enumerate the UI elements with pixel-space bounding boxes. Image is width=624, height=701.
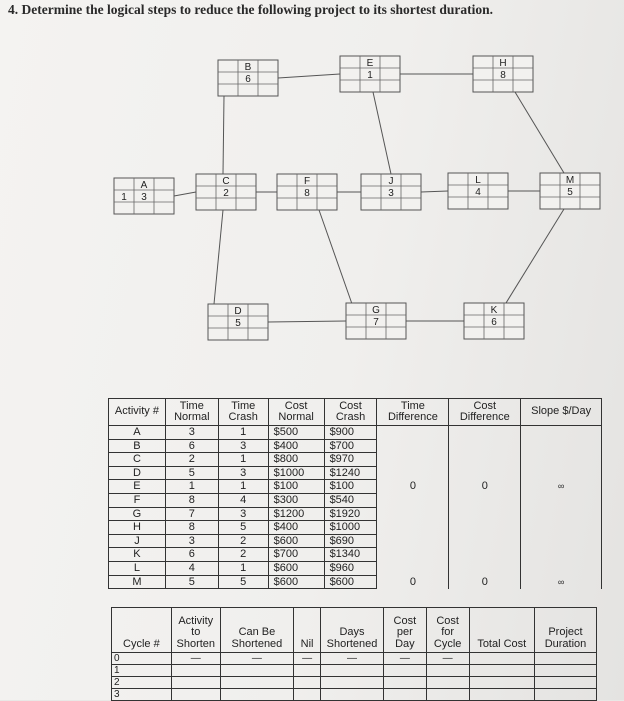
activity-cell: 1: [218, 561, 268, 575]
activity-cell: [449, 521, 521, 535]
activity-cell: $700: [268, 548, 324, 562]
cycle-header-cell: Cost per Day: [383, 608, 426, 653]
cycle-header-cell: Total Cost: [469, 608, 534, 653]
activity-cell: [449, 548, 521, 562]
node-label: L: [475, 175, 481, 186]
node-label: C: [222, 176, 230, 187]
node-D: [208, 304, 268, 340]
activity-cell: [377, 521, 449, 535]
activity-cell: [449, 493, 521, 507]
activity-cell: $960: [324, 561, 377, 575]
node-label: F: [303, 176, 311, 187]
cycle-cell: [294, 677, 321, 689]
cycle-cell: [534, 677, 596, 689]
cycle-row: [112, 665, 597, 677]
node-duration: 8: [500, 70, 506, 81]
cycle-header-cell: Activity to Shorten: [171, 608, 220, 653]
activity-cell: E: [109, 480, 166, 494]
activity-cell: $100: [268, 480, 324, 494]
activity-cell: [449, 534, 521, 548]
activity-cell: B: [109, 439, 166, 453]
cycle-cell: [426, 689, 469, 701]
activity-cell: $540: [324, 493, 377, 507]
cycle-row: [112, 689, 597, 701]
node-label: B: [244, 62, 252, 73]
activity-header-cell: Cost Crash: [324, 399, 377, 426]
cycle-cell: —: [220, 653, 293, 665]
cycle-cell: 0: [112, 653, 172, 665]
activity-cell: 3: [218, 466, 268, 480]
activity-cell: 8: [165, 493, 218, 507]
node-duration: 6: [245, 74, 251, 85]
activity-cell: 3: [165, 534, 218, 548]
activity-cell: 1: [165, 480, 218, 494]
activity-cell: [377, 453, 449, 467]
activity-header-cell: Cost Normal: [268, 399, 324, 426]
cycle-header-cell: Days Shortened: [321, 608, 384, 653]
activity-cell: [377, 493, 449, 507]
question-text: 4. Determine the logical steps to reduce the following project to its shortest duration.: [8, 2, 494, 17]
activity-cell: 6: [165, 548, 218, 562]
activity-cell: [521, 426, 602, 440]
activity-cell: $700: [324, 439, 377, 453]
activity-header-cell: Time Normal: [165, 399, 218, 426]
cycle-cell: [294, 665, 321, 677]
activity-header-cell: Time Difference: [377, 399, 449, 426]
activity-cell: [521, 534, 602, 548]
node-label: J: [388, 176, 394, 187]
activity-cell: ∞: [521, 575, 602, 589]
activity-row: [109, 466, 602, 480]
activity-cell: 0: [377, 480, 449, 494]
activity-cell: 1: [218, 480, 268, 494]
cycle-cell: —: [294, 653, 321, 665]
activity-cell: [449, 507, 521, 521]
activity-cell: $1920: [324, 507, 377, 521]
activity-cell: [377, 548, 449, 562]
activity-cell: $100: [324, 480, 377, 494]
activity-cell: [521, 561, 602, 575]
activity-cell: 7: [165, 507, 218, 521]
activity-row: [109, 548, 602, 562]
cycle-cell: —: [383, 653, 426, 665]
activity-cell: 2: [218, 534, 268, 548]
cycle-cell: 3: [112, 689, 172, 701]
activity-row: [109, 575, 602, 589]
node-label: D: [234, 306, 242, 317]
cycle-cell: [171, 665, 220, 677]
node-K: [464, 303, 524, 339]
activity-header-row: [109, 399, 602, 426]
activity-cell: [521, 493, 602, 507]
activity-cell: A: [109, 426, 166, 440]
activity-cell: J: [109, 534, 166, 548]
activity-cell: 1: [218, 426, 268, 440]
activity-cell: $300: [268, 493, 324, 507]
activity-row: [109, 561, 602, 575]
cycle-cell: [383, 665, 426, 677]
activity-cell: 3: [218, 439, 268, 453]
activity-cell: $500: [268, 426, 324, 440]
node-duration: 3: [141, 192, 147, 203]
activity-cell: 0: [377, 575, 449, 589]
activity-cell: $400: [268, 521, 324, 535]
activity-table: [108, 398, 602, 589]
cycle-cell: [383, 677, 426, 689]
node-C: [196, 174, 256, 210]
cycle-cell: [469, 689, 534, 701]
activity-cell: $970: [324, 453, 377, 467]
activity-cell: [449, 466, 521, 480]
node-duration: 5: [567, 187, 573, 198]
cycle-cell: [426, 665, 469, 677]
cycle-cell: [321, 665, 384, 677]
activity-cell: [521, 466, 602, 480]
cycle-cell: [469, 665, 534, 677]
activity-row: [109, 439, 602, 453]
node-duration: 4: [475, 187, 481, 198]
node-duration: 3: [388, 188, 394, 199]
cycle-row: [112, 653, 597, 665]
edge-K-M: [506, 209, 564, 303]
node-F: [277, 174, 337, 210]
node-duration: 5: [235, 318, 241, 329]
activity-header-cell: Activity #: [109, 399, 166, 426]
activity-cell: [449, 426, 521, 440]
node-label: K: [490, 305, 498, 316]
cycle-cell: [321, 689, 384, 701]
cycle-cell: [426, 677, 469, 689]
activity-cell: 3: [165, 426, 218, 440]
cycle-header-cell: Cycle #: [112, 608, 172, 653]
edge-H-M: [515, 92, 564, 173]
activity-cell: [377, 426, 449, 440]
cycle-row: [112, 677, 597, 689]
activity-cell: $600: [324, 575, 377, 589]
node-duration: 7: [373, 317, 379, 328]
activity-cell: [377, 561, 449, 575]
activity-cell: [521, 548, 602, 562]
activity-cell: [449, 561, 521, 575]
cycle-cell: [220, 665, 293, 677]
activity-cell: $600: [268, 534, 324, 548]
node-J: [361, 174, 421, 210]
activity-cell: 8: [165, 521, 218, 535]
node-label: A: [140, 180, 148, 191]
edge-C-B: [223, 96, 224, 174]
cycle-cell: [469, 653, 534, 665]
activity-cell: F: [109, 493, 166, 507]
activity-cell: $1000: [324, 521, 377, 535]
activity-cell: $400: [268, 439, 324, 453]
activity-cell: 5: [165, 466, 218, 480]
node-A: [114, 178, 174, 214]
activity-cell: 5: [165, 575, 218, 589]
cycle-cell: —: [426, 653, 469, 665]
activity-cell: 0: [449, 480, 521, 494]
cycle-cell: [534, 689, 596, 701]
node-M: [540, 173, 600, 209]
cycle-cell: 1: [112, 665, 172, 677]
activity-cell: G: [109, 507, 166, 521]
cycle-cell: [534, 653, 596, 665]
activity-row: [109, 493, 602, 507]
activity-cell: 5: [218, 521, 268, 535]
activity-cell: [449, 453, 521, 467]
activity-cell: C: [109, 453, 166, 467]
activity-header-cell: Slope $/Day: [521, 399, 602, 426]
cycle-table: [111, 607, 597, 701]
cycle-header-cell: Cost for Cycle: [426, 608, 469, 653]
activity-cell: ∞: [521, 480, 602, 494]
activity-cell: M: [109, 575, 166, 589]
activity-cell: [377, 534, 449, 548]
activity-header-cell: Cost Difference: [449, 399, 521, 426]
activity-cell: [377, 439, 449, 453]
node-duration: 8: [304, 188, 310, 199]
activity-row: [109, 426, 602, 440]
node-label: E: [366, 58, 374, 69]
activity-cell: 1: [218, 453, 268, 467]
activity-row: [109, 480, 602, 494]
cycle-header-cell: Nil: [294, 608, 321, 653]
activity-cell: D: [109, 466, 166, 480]
activity-row: [109, 453, 602, 467]
activity-cell: $1240: [324, 466, 377, 480]
edge-D-G: [268, 321, 346, 322]
activity-cell: 6: [165, 439, 218, 453]
node-label: M: [565, 175, 575, 186]
node-L: [448, 173, 508, 209]
node-duration: 6: [491, 317, 497, 328]
cycle-cell: 2: [112, 677, 172, 689]
activity-cell: 4: [165, 561, 218, 575]
edge-J-L: [421, 191, 448, 192]
activity-cell: H: [109, 521, 166, 535]
cycle-header-cell: Can Be Shortened: [220, 608, 293, 653]
node-E: [340, 56, 400, 92]
activity-cell: 2: [218, 548, 268, 562]
activity-cell: 0: [449, 575, 521, 589]
activity-cell: 4: [218, 493, 268, 507]
cycle-cell: —: [171, 653, 220, 665]
activity-cell: [377, 507, 449, 521]
activity-cell: K: [109, 548, 166, 562]
cycle-cell: [171, 677, 220, 689]
activity-cell: L: [109, 561, 166, 575]
activity-cell: [521, 439, 602, 453]
node-label: H: [499, 58, 507, 69]
activity-cell: $690: [324, 534, 377, 548]
edge-B-E: [278, 74, 340, 78]
activity-cell: [521, 507, 602, 521]
cycle-cell: [294, 689, 321, 701]
activity-cell: $1000: [268, 466, 324, 480]
node-duration: 1: [367, 70, 373, 81]
activity-cell: $800: [268, 453, 324, 467]
cycle-header-row: [112, 608, 597, 653]
activity-cell: [521, 453, 602, 467]
cycle-cell: —: [321, 653, 384, 665]
node-early-start: 1: [121, 192, 127, 203]
node-label: G: [372, 305, 380, 316]
activity-cell: [449, 439, 521, 453]
activity-cell: $600: [268, 575, 324, 589]
edge-A-C: [174, 192, 196, 196]
activity-cell: 2: [165, 453, 218, 467]
activity-cell: $1340: [324, 548, 377, 562]
node-G: [346, 303, 406, 339]
node-B: [218, 60, 278, 96]
activity-cell: [521, 521, 602, 535]
activity-cell: 5: [218, 575, 268, 589]
cycle-cell: [321, 677, 384, 689]
cycle-cell: [383, 689, 426, 701]
cycle-cell: [534, 665, 596, 677]
cycle-cell: [220, 677, 293, 689]
node-duration: 2: [223, 188, 229, 199]
cycle-cell: [469, 677, 534, 689]
activity-cell: $600: [268, 561, 324, 575]
activity-header-cell: Time Crash: [218, 399, 268, 426]
activity-cell: 3: [218, 507, 268, 521]
activity-row: [109, 534, 602, 548]
activity-cell: $900: [324, 426, 377, 440]
activity-row: [109, 521, 602, 535]
cycle-header-cell: Project Duration: [534, 608, 596, 653]
node-H: [473, 56, 533, 92]
activity-cell: $1200: [268, 507, 324, 521]
cycle-cell: [171, 689, 220, 701]
cycle-cell: [220, 689, 293, 701]
edge-E-J: [373, 92, 391, 174]
activity-cell: [377, 466, 449, 480]
activity-row: [109, 507, 602, 521]
edge-C-D: [214, 210, 223, 304]
